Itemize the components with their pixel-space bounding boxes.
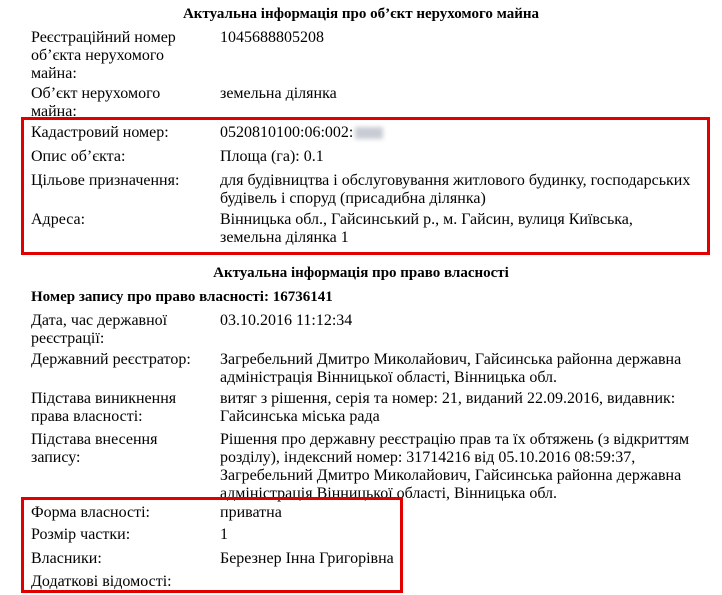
entry-basis-label: Підстава внесення запису: [31, 431, 158, 466]
registrar-value: Загребельний Дмитро Миколайович, Гайсинська районна державна адміністрація Вінницької області, Вінницька обл. [220, 351, 682, 386]
redacted-blur [355, 127, 383, 139]
record-number-line: Номер запису про право власності: 16736141 [31, 289, 333, 305]
cadastral-label: Кадастровий номер: [31, 124, 169, 141]
basis-value: витяг з рішення, серія та номер: 21, виданий 22.09.2016, видавник: Гайсинська міська рада [220, 390, 676, 425]
purpose-value: для будівництва і обслуговування житлового будинку, господарських будівель і споруд (присадибна ділянка) [220, 172, 691, 207]
description-value: Площа (га): 0.1 [220, 148, 324, 165]
entry-basis-value: Рішення про державну реєстрацію прав та їх обтяжень (з відкриттям розділу), індексний номер: 31714216 від 05.10.2016 08:59:37, Загребельний Дмитро Миколайович, Гайсинська районна державна адміністрація Вінницької області, Вінницька обл. [220, 431, 690, 502]
ownership-form-value: приватна [220, 504, 282, 521]
registrar-label: Державний реєстратор: [31, 351, 191, 368]
cadastral-value: 0520810100:06:002: [220, 124, 383, 142]
reg-number-label: Реєстраційний номер об’єкта нерухомого майна: [31, 29, 176, 82]
date-value: 03.10.2016 11:12:34 [220, 312, 353, 329]
basis-label: Підстава виникнення права власності: [31, 390, 177, 425]
object-type-label: Об’єкт нерухомого майна: [31, 85, 161, 120]
address-label: Адреса: [31, 211, 86, 228]
object-type-value: земельна ділянка [220, 85, 337, 102]
owners-label: Власники: [31, 550, 102, 567]
ownership-section-title: Актуальна інформація про право власності [213, 265, 509, 281]
purpose-label: Цільове призначення: [31, 172, 180, 189]
share-label: Розмір частки: [31, 526, 131, 543]
description-label: Опис об’єкта: [31, 148, 126, 165]
share-value: 1 [220, 526, 228, 543]
address-value: Вінницька обл., Гайсинський р., м. Гайсин, вулиця Київська, земельна ділянка 1 [220, 211, 633, 246]
date-label: Дата, час державної реєстрації: [31, 312, 168, 347]
owners-value: Березнер Інна Григорівна [220, 550, 394, 567]
additional-label: Додаткові відомості: [31, 573, 172, 590]
reg-number-value: 1045688805208 [220, 29, 324, 46]
object-section-title: Актуальна інформація про об’єкт нерухомого майна [182, 6, 540, 22]
ownership-form-label: Форма власності: [31, 504, 150, 521]
